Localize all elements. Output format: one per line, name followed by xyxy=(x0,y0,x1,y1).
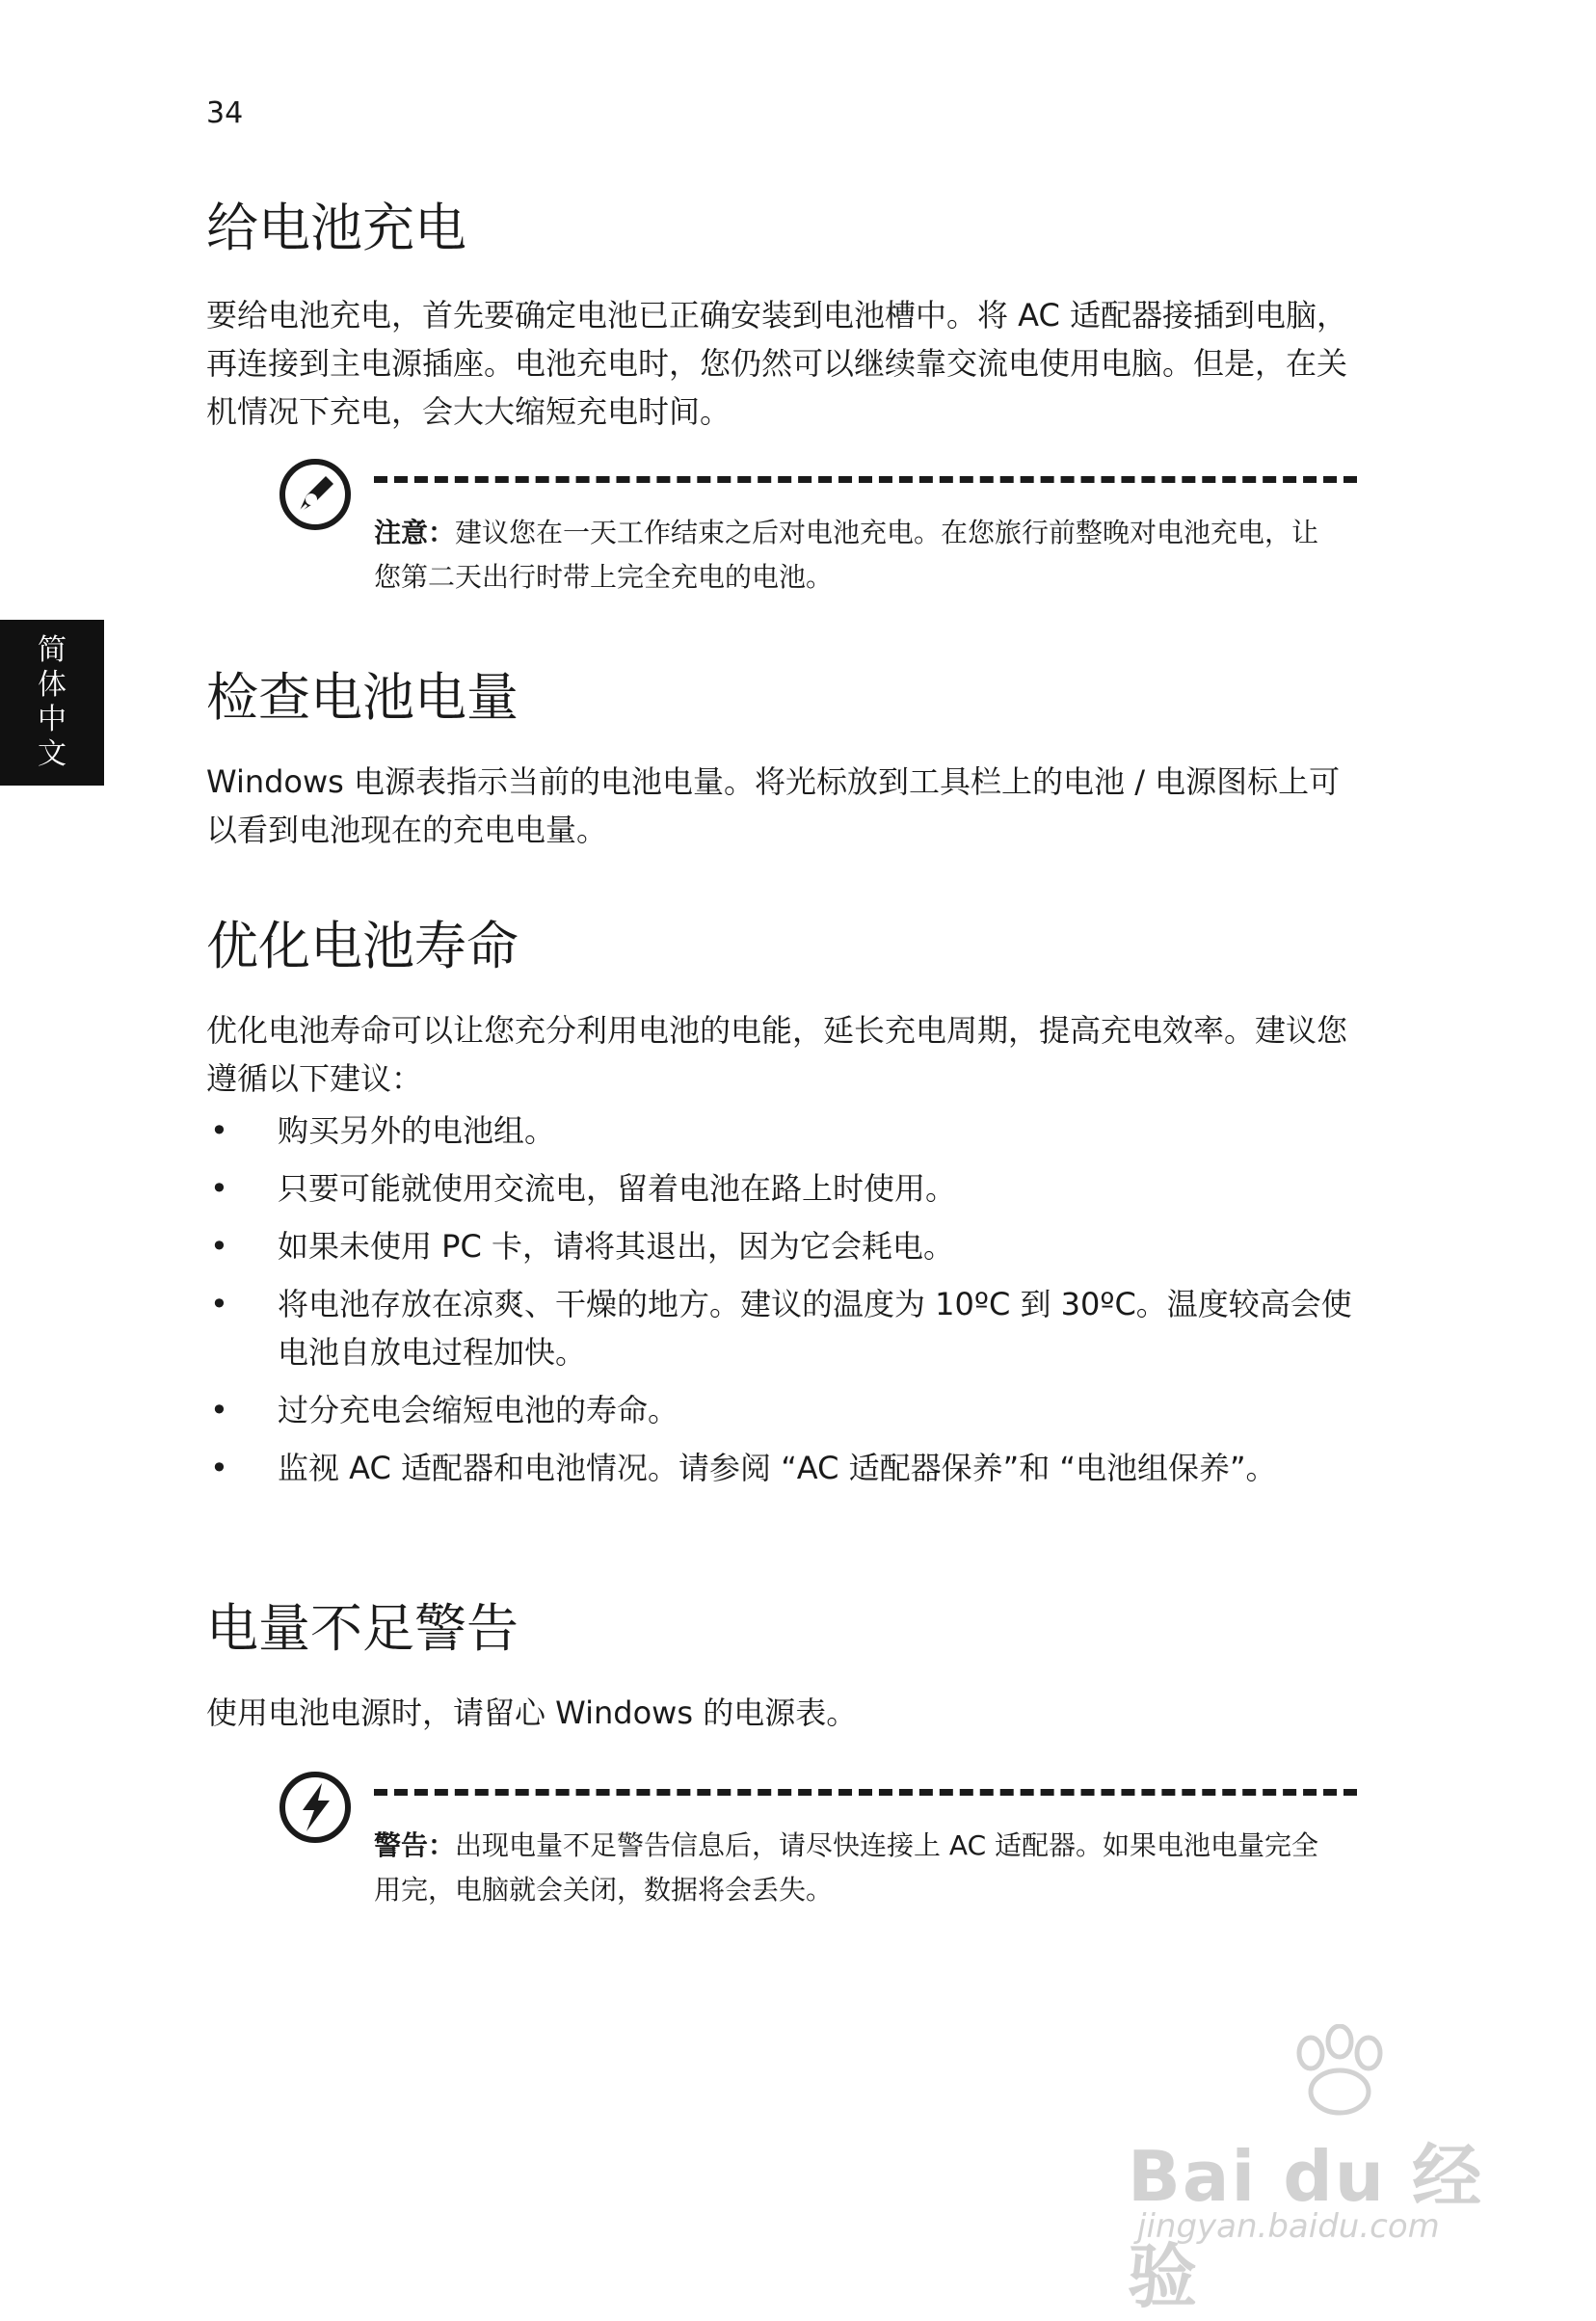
section-body-optimize: 优化电池寿命可以让您充分利用电池的电能，延长充电周期，提高充电效率。建议您遵循以下建议： xyxy=(206,1012,1348,1097)
warning-text xyxy=(374,1824,1338,1912)
section-title-charging: 给电池充电 xyxy=(206,198,466,258)
warning-label: 警告： xyxy=(374,1829,456,1861)
paw-logo-icon xyxy=(1282,2024,1397,2121)
section-title-low-battery: 电量不足警告 xyxy=(206,1598,519,1659)
list-item-text: 监视 AC 适配器和电池情况。请参阅 “AC 适配器保养”和 “电池组保养”。 xyxy=(278,1450,1277,1486)
page-number: 34 xyxy=(206,96,244,130)
watermark-url: jingyan.baidu.com xyxy=(1137,2207,1440,2246)
list-item xyxy=(206,1386,1363,1434)
watermark-brand: Bai du 经验 xyxy=(1128,2136,1484,2317)
section-body-check-level: Windows 电源表指示当前的电池电量。将光标放到工具栏上的电池 / 电源图标上可以看到电池现在的充电电量。 xyxy=(206,763,1341,848)
warning-lightning-icon xyxy=(278,1770,353,1845)
note-body: 建议您在一天工作结束之后对电池充电。在您旅行前整晚对电池充电，让您第二天出行时带上完全充电的电池。 xyxy=(374,517,1319,593)
bullet-marker: • xyxy=(210,1450,228,1486)
warning-divider xyxy=(374,1789,1357,1796)
warning-callout xyxy=(278,1770,1357,1924)
section-title-optimize: 优化电池寿命 xyxy=(206,916,519,976)
bullet-marker: • xyxy=(210,1286,228,1322)
warning-body: 出现电量不足警告信息后，请尽快连接上 AC 适配器。如果电池电量完全用完，电脑就会关闭，数据将会丢失。 xyxy=(374,1829,1319,1906)
bullet-marker: • xyxy=(210,1228,228,1265)
note-text xyxy=(374,511,1338,600)
language-side-tab xyxy=(0,620,104,786)
tips-list xyxy=(206,1107,1363,1502)
section-title-check-level: 检查电池电量 xyxy=(206,667,519,728)
section-body-low-battery: 使用电池电源时，请留心 Windows 的电源表。 xyxy=(206,1694,858,1731)
list-item-text: 只要可能就使用交流电，留着电池在路上时使用。 xyxy=(278,1170,957,1207)
note-label: 注意： xyxy=(374,517,456,548)
list-item-text: 将电池存放在凉爽、干燥的地方。建议的温度为 10ºC 到 30ºC。温度较高会使电池自放电过程加快。 xyxy=(278,1286,1352,1371)
list-item-text: 如果未使用 PC 卡，请将其退出，因为它会耗电。 xyxy=(278,1228,954,1265)
note-divider xyxy=(374,476,1357,483)
bullet-marker: • xyxy=(210,1170,228,1207)
list-item xyxy=(206,1164,1363,1213)
list-item xyxy=(206,1444,1363,1492)
list-item-text: 过分充电会缩短电池的寿命。 xyxy=(278,1392,679,1428)
list-item-text: 购买另外的电池组。 xyxy=(278,1112,556,1149)
note-callout xyxy=(278,457,1357,611)
baidu-jingyan-watermark xyxy=(1128,2024,1494,2317)
bullet-marker: • xyxy=(210,1392,228,1428)
section-body-charging: 要给电池充电，首先要确定电池已正确安装到电池槽中。将 AC 适配器接插到电脑，再连接到主电源插座。电池充电时，您仍然可以继续靠交流电使用电脑。但是，在关机情况下充电，会大大缩短充电时间。 xyxy=(206,297,1348,430)
list-item xyxy=(206,1280,1363,1376)
list-item xyxy=(206,1107,1363,1155)
list-item xyxy=(206,1222,1363,1270)
side-tab-label: 简体中文 xyxy=(38,633,66,771)
bullet-marker: • xyxy=(210,1112,228,1149)
note-pen-icon xyxy=(278,457,353,532)
